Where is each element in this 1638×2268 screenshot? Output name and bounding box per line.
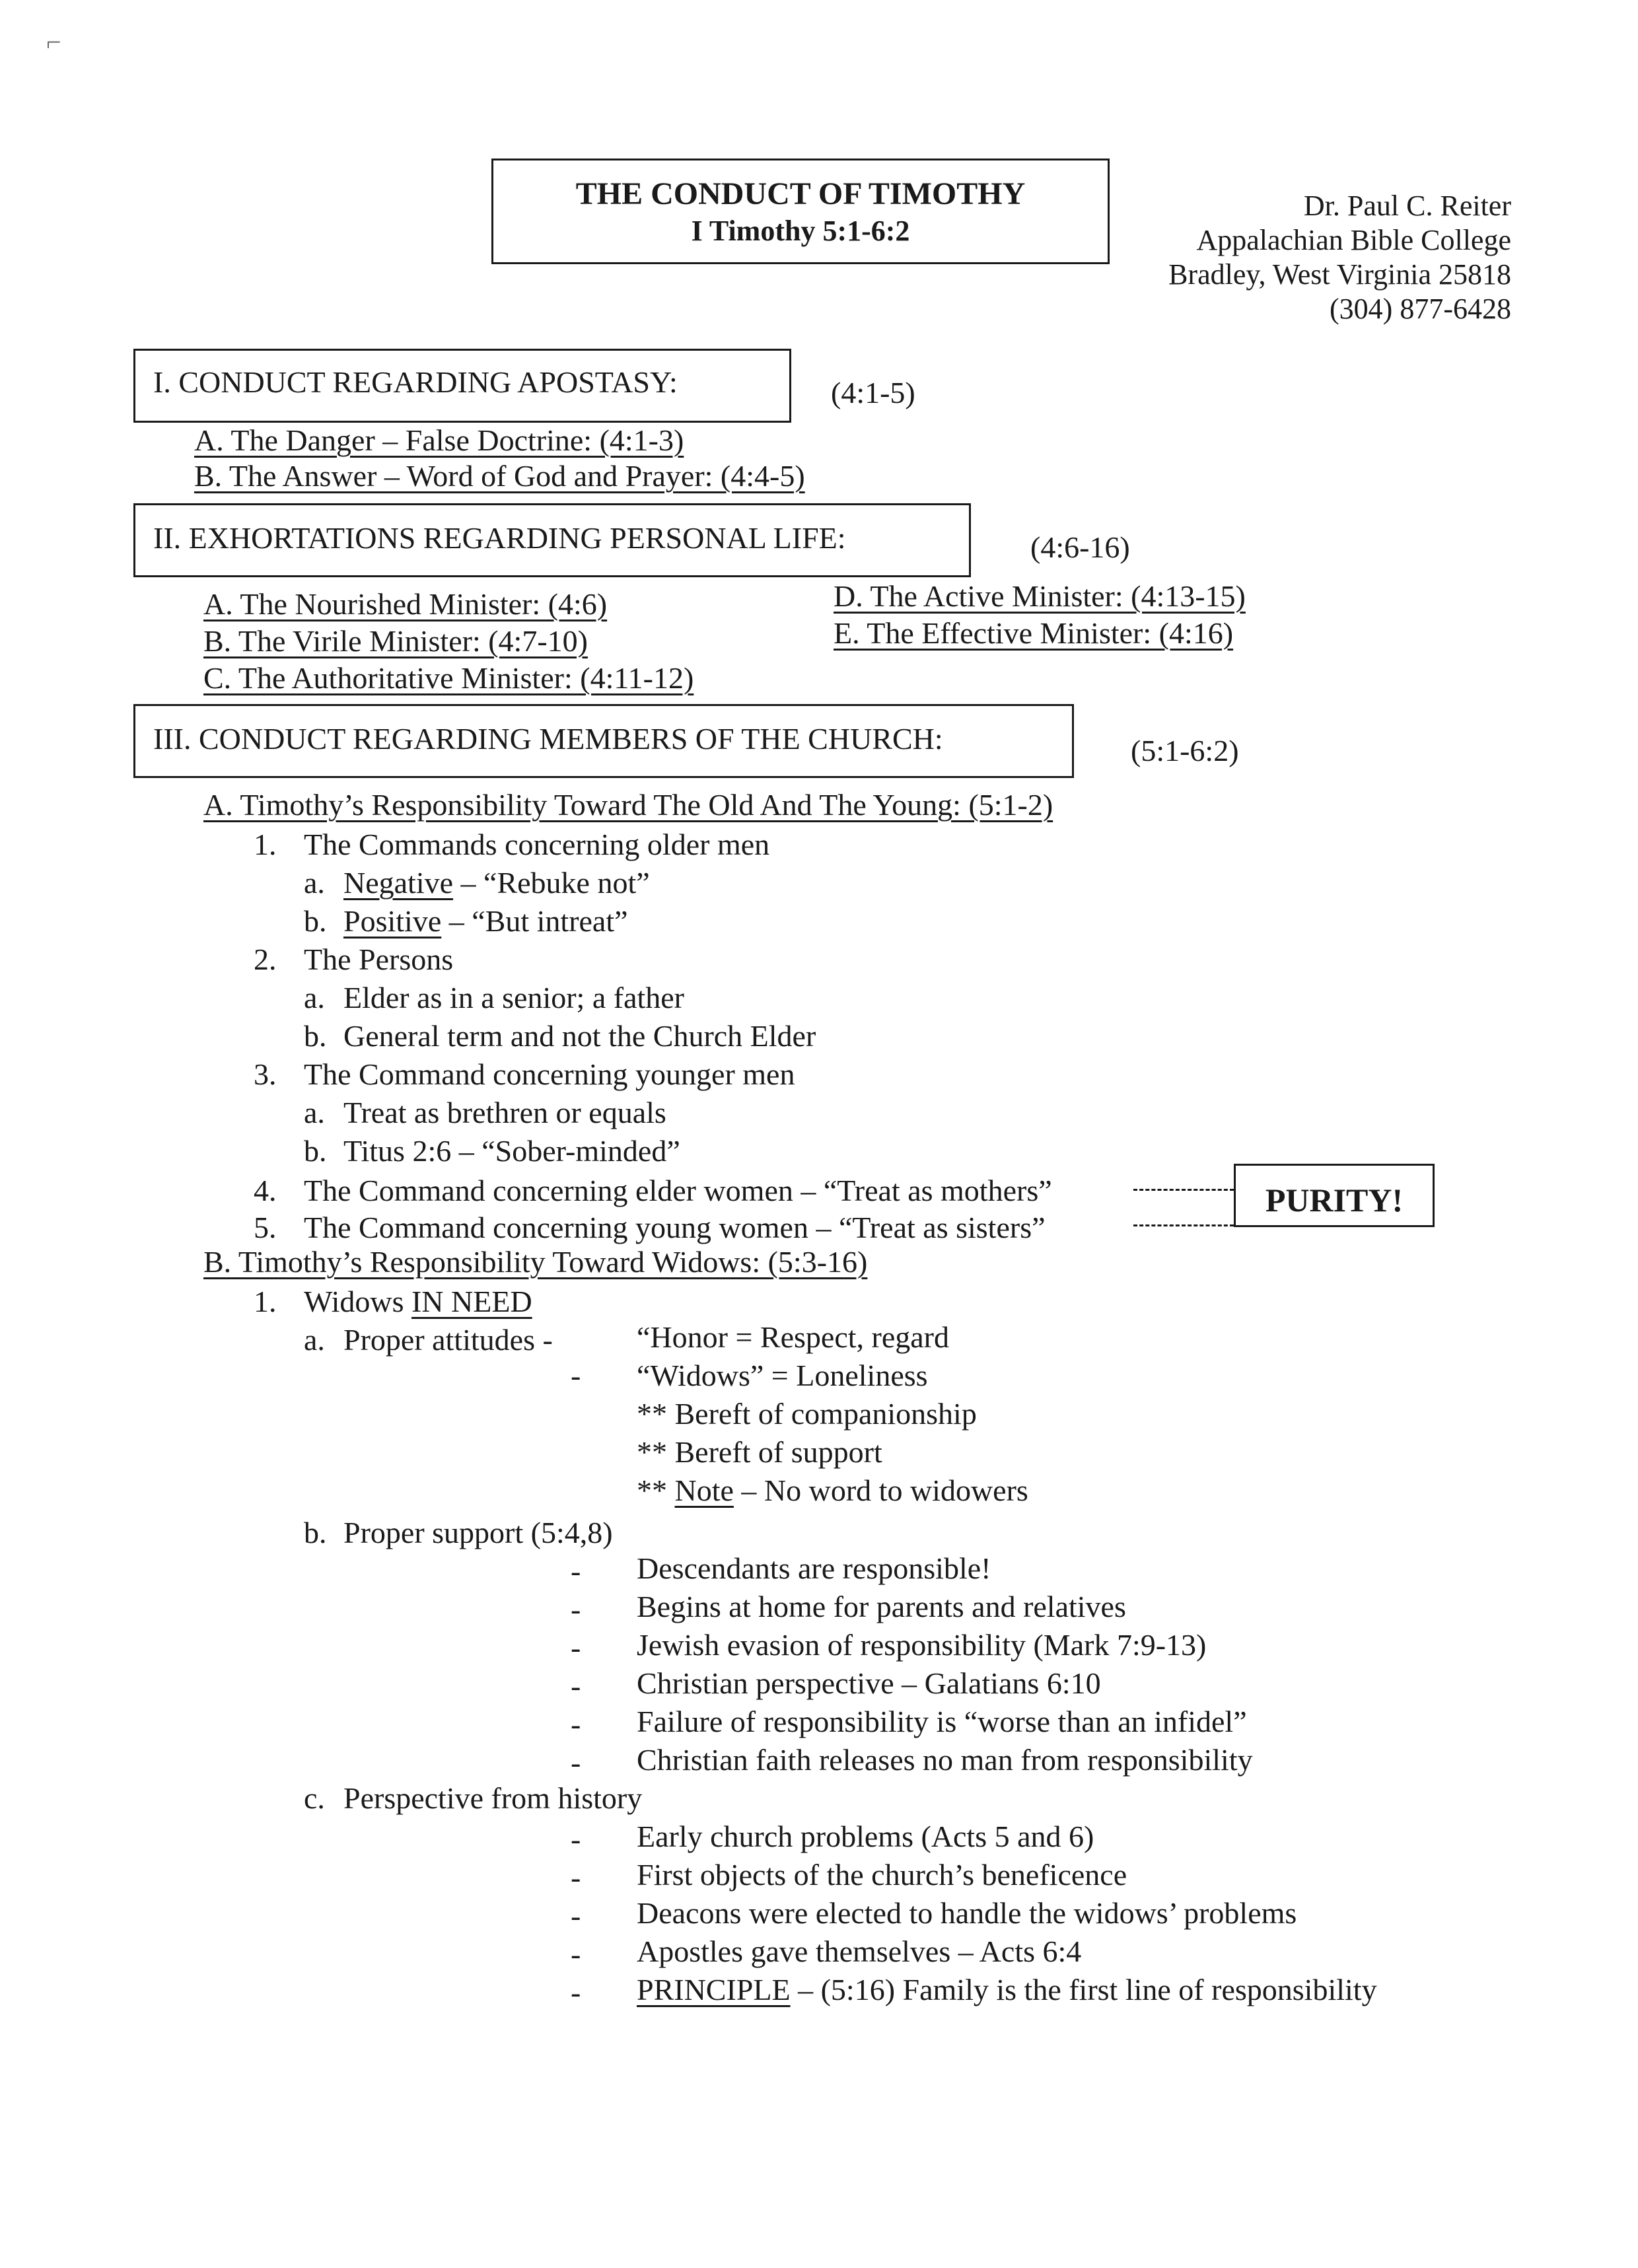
dash-marker: - — [571, 1937, 581, 1971]
dash-marker: - — [571, 1707, 581, 1741]
document-subtitle: I Timothy 5:1-6:2 — [691, 215, 910, 247]
emphasis-text: Positive — [343, 904, 442, 938]
sub-item-label: a. — [304, 866, 325, 900]
sub-item: Titus 2:6 – “Sober-minded” — [343, 1134, 680, 1168]
sub-item-label: b. — [304, 1516, 327, 1549]
section-2-reference: (4:6-16) — [1030, 530, 1130, 564]
list-number: 3. — [254, 1057, 277, 1091]
document-title: THE CONDUCT OF TIMOTHY — [575, 176, 1026, 211]
institution-location: Bradley, West Virginia 25818 — [1168, 258, 1511, 291]
section-1-reference: (4:1-5) — [831, 376, 915, 409]
bullet-text: Christian perspective – Galatians 6:10 — [637, 1666, 1101, 1700]
sub-item-label: b. — [304, 904, 327, 938]
dashed-connector — [1133, 1189, 1234, 1191]
section-3b-title: B. Timothy’s Responsibility Toward Widows: (5:3-16) — [203, 1245, 868, 1279]
emphasis-text: IN NEED — [411, 1285, 532, 1318]
list-item — [304, 1287, 532, 1317]
dashed-connector — [1133, 1224, 1234, 1226]
sub-item-text: – “Rebuke not” — [453, 866, 650, 900]
bullet-text: “Honor = Respect, regard — [637, 1320, 949, 1354]
institution-phone: (304) 877-6428 — [1330, 293, 1511, 325]
bullet-text: ** Bereft of support — [637, 1435, 882, 1469]
sub-item-label: b. — [304, 1019, 327, 1053]
bullet-rest: – No word to widowers — [733, 1473, 1028, 1507]
purity-label: PURITY! — [1265, 1182, 1404, 1219]
bullet-text: Deacons were elected to handle the widows’ problems — [637, 1896, 1297, 1930]
sub-item — [343, 868, 650, 898]
list-number: 4. — [254, 1174, 277, 1207]
bullet-text: ** Bereft of companionship — [637, 1397, 977, 1431]
bullet-text: “Widows” = Loneliness — [637, 1359, 928, 1392]
principle-text — [637, 1975, 1377, 2005]
list-item: The Persons — [304, 942, 454, 976]
list-item: The Command concerning young women – “Treat as sisters” — [304, 1211, 1046, 1244]
dash-marker: - — [571, 1554, 581, 1588]
emphasis-text: Negative — [343, 866, 454, 900]
author-name: Dr. Paul C. Reiter — [1303, 190, 1511, 222]
institution-name: Appalachian Bible College — [1196, 224, 1511, 256]
emphasis-text: Note — [674, 1473, 734, 1507]
list-number: 2. — [254, 942, 277, 976]
dash-marker: - — [571, 1860, 581, 1894]
principle-rest: – (5:16) Family is the first line of responsibility — [790, 1973, 1377, 2006]
bullet-text — [637, 1475, 1028, 1506]
bullet-text: Descendants are responsible! — [637, 1551, 991, 1585]
section-2-item-d: D. The Active Minister: (4:13-15) — [834, 579, 1246, 613]
list-number: 1. — [254, 828, 277, 861]
list-item: The Command concerning elder women – “Treat as mothers” — [304, 1174, 1052, 1207]
sub-item-label: c. — [304, 1781, 325, 1815]
section-1-item-a: A. The Danger – False Doctrine: (4:1-3) — [194, 423, 684, 457]
bullet-text: Failure of responsibility is “worse than an infidel” — [637, 1705, 1247, 1738]
dash-marker: - — [571, 1631, 581, 1664]
sub-item-text: – “But intreat” — [441, 904, 628, 938]
list-item-text: Widows — [304, 1285, 411, 1318]
dash-marker: - — [571, 1822, 581, 1856]
sub-item — [343, 906, 628, 937]
sub-item-label: a. — [304, 981, 325, 1014]
sub-item-title: Proper support (5:4,8) — [343, 1516, 613, 1549]
section-1-heading: I. CONDUCT REGARDING APOSTASY: — [153, 365, 678, 399]
bullet-text: Jewish evasion of responsibility (Mark 7:9-13) — [637, 1628, 1207, 1662]
list-number: 5. — [254, 1211, 277, 1244]
sub-item-label: a. — [304, 1323, 325, 1357]
sub-item: Elder as in a senior; a father — [343, 981, 684, 1014]
bullet-prefix: ** — [637, 1473, 675, 1507]
section-2-item-c: C. The Authoritative Minister: (4:11-12) — [203, 661, 694, 695]
bullet-text: First objects of the church’s beneficence — [637, 1858, 1127, 1892]
section-2-item-a: A. The Nourished Minister: (4:6) — [203, 587, 608, 621]
sub-item-title: Perspective from history — [343, 1781, 643, 1815]
emphasis-text: PRINCIPLE — [637, 1973, 791, 2006]
dash-marker: - — [571, 1899, 581, 1932]
sub-item-label: b. — [304, 1134, 327, 1168]
dash-marker: - — [571, 1359, 581, 1392]
list-item: The Commands concerning older men — [304, 828, 770, 861]
dash-marker: - — [571, 1592, 581, 1626]
dash-marker: - — [571, 1975, 581, 2009]
section-2-heading: II. EXHORTATIONS REGARDING PERSONAL LIFE: — [153, 521, 846, 555]
section-2-item-e: E. The Effective Minister: (4:16) — [834, 616, 1234, 650]
section-2-item-b: B. The Virile Minister: (4:7-10) — [203, 624, 588, 658]
section-1-item-b: B. The Answer – Word of God and Prayer: (4:4-5) — [194, 459, 805, 493]
dash-marker: - — [571, 1669, 581, 1703]
dash-marker: - — [571, 1746, 581, 1779]
bullet-text: Begins at home for parents and relatives — [637, 1590, 1126, 1623]
bullet-text: Apostles gave themselves – Acts 6:4 — [637, 1934, 1082, 1968]
section-3a-title: A. Timothy’s Responsibility Toward The Old And The Young: (5:1-2) — [203, 788, 1053, 822]
sub-item: Treat as brethren or equals — [343, 1096, 666, 1129]
bullet-text: Early church problems (Acts 5 and 6) — [637, 1820, 1094, 1853]
sub-item-label: a. — [304, 1096, 325, 1129]
list-item: The Command concerning younger men — [304, 1057, 795, 1091]
sub-item-title: Proper attitudes - — [343, 1323, 553, 1357]
list-number: 1. — [254, 1285, 277, 1318]
section-3-reference: (5:1-6:2) — [1131, 734, 1239, 767]
scan-mark: ⌐ — [46, 27, 61, 57]
section-3-heading: III. CONDUCT REGARDING MEMBERS OF THE CHURCH: — [153, 722, 943, 756]
sub-item: General term and not the Church Elder — [343, 1019, 816, 1053]
bullet-text: Christian faith releases no man from responsibility — [637, 1743, 1253, 1777]
